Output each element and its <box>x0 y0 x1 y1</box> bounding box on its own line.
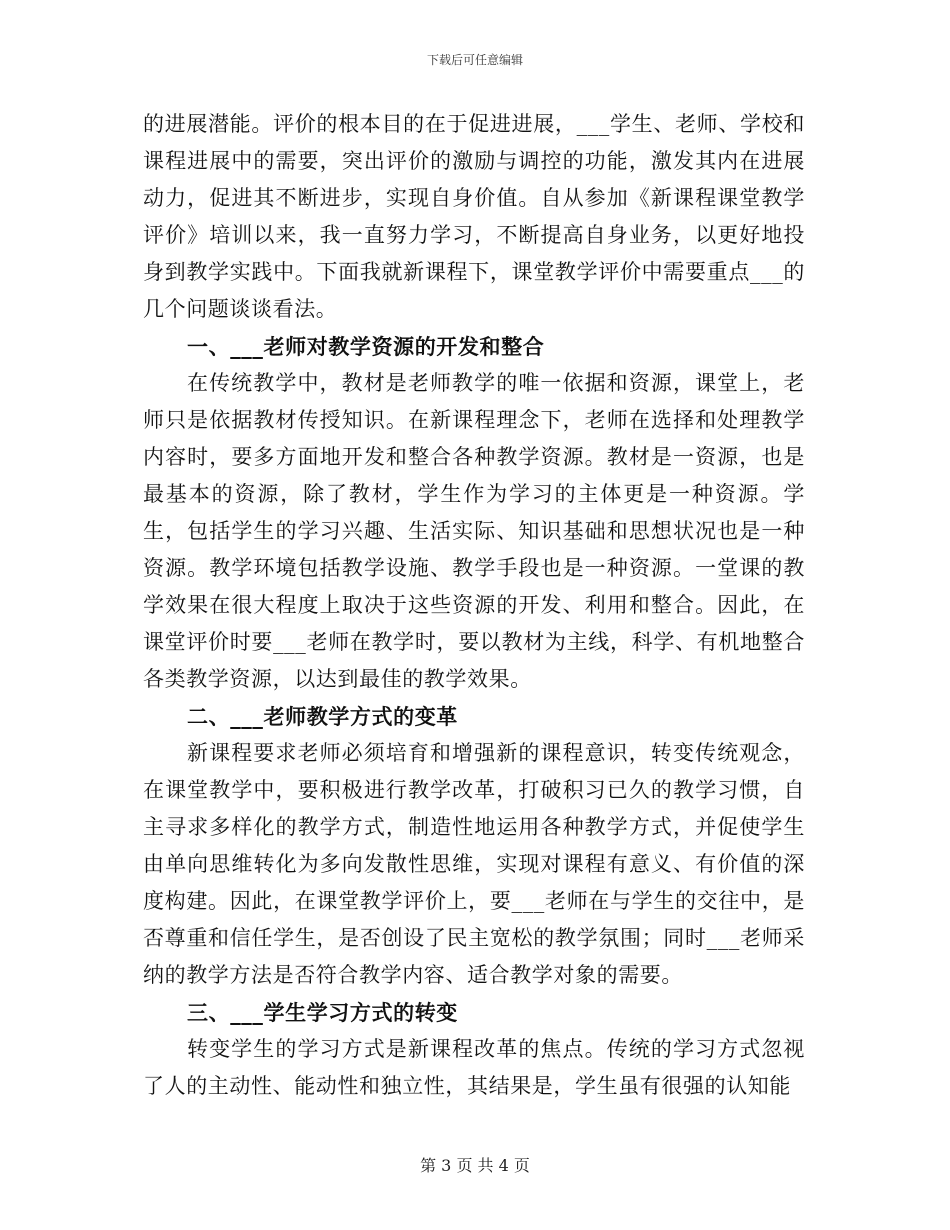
section-1-heading: 一、___老师对教学资源的开发和整合 <box>187 334 545 359</box>
document-body <box>143 106 805 1105</box>
section-1-paragraph: 在传统教学中，教材是老师教学的唯一依据和资源，课堂上，老师只是依据教材传授知识。在新课程理念下，老师在选择和处理教学内容时，要多方面地开发和整合各种教学资源。教材是一资源，也是最基本的资源，除了教材，学生作为学习的主体更是一种资源。学生，包括学生的学习兴趣、生活实际、知识基础和思想状况也是一种资源。教学环境包括教学设施、教学手段也是一种资源。一堂课的教学效果在很大程度上取决于这些资源的开发、利用和整合。因此，在课堂评价时要___老师在教学时，要以教材为主线，科学、有机地整合各类教学资源，以达到最佳的教学效果。 <box>143 371 805 691</box>
section-3-heading: 三、___学生学习方式的转变 <box>187 1000 458 1025</box>
page-footer: 第 3 页 共 4 页 <box>420 1156 530 1175</box>
section-2-heading: 二、___老师教学方式的变革 <box>187 704 458 729</box>
section-2-paragraph: 新课程要求老师必须培育和增强新的课程意识，转变传统观念，在课堂教学中，要积极进行教学改革，打破积习已久的教学习惯，自主寻求多样化的教学方式，制造性地运用各种教学方式，并促使学生由单向思维转化为多向发散性思维，实现对课程有意义、有价值的深度构建。因此，在课堂教学评价上，要___老师在与学生的交往中，是否尊重和信任学生，是否创设了民主宽松的教学氛围；同时___老师采纳的教学方法是否符合教学内容、适合教学对象的需要。 <box>143 741 805 987</box>
section-3-paragraph: 转变学生的学习方式是新课程改革的焦点。传统的学习方式忽视了人的主动性、能动性和独立性，其结果是，学生虽有很强的认知能 <box>143 1037 805 1098</box>
page-header: 下载后可任意编辑 <box>426 53 523 67</box>
intro-paragraph: 的进展潜能。评价的根本目的在于促进进展，___学生、老师、学校和课程进展中的需要，突出评价的激励与调控的功能，激发其内在进展动力，促进其不断进步，实现自身价值。自从参加《新课程课堂教学评价》培训以来，我一直努力学习，不断提高自身业务，以更好地投身到教学实践中。下面我就新课程下，课堂教学评价中需要重点___的几个问题谈谈看法。 <box>143 112 805 321</box>
